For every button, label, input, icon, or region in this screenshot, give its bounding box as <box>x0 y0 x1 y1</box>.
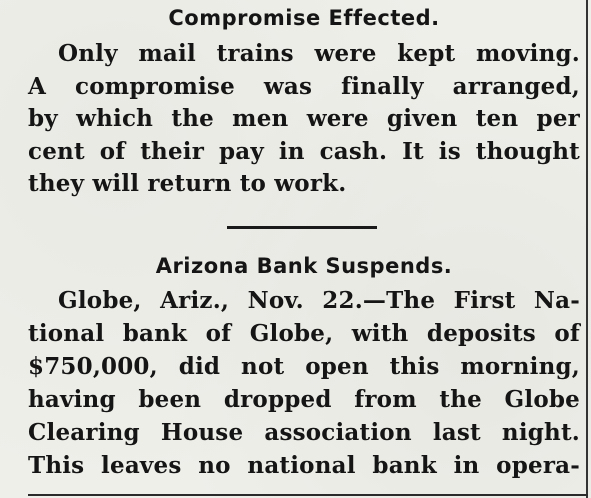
column-rule-right <box>586 0 588 498</box>
body-line: they will return to work. <box>28 170 347 197</box>
article-compromise-effected <box>28 2 580 201</box>
body-line: cent of their pay in cash. It is thought <box>28 137 580 165</box>
body-line: Globe, Ariz., Nov. 22.—The First Na- <box>58 287 580 314</box>
article-arizona-bank-suspends <box>28 248 580 482</box>
body-line: tional bank of Globe, with deposits of <box>28 320 580 347</box>
body-line: by which the men were given ten per <box>28 105 580 132</box>
body-line: A compromise was finally arranged, <box>28 72 580 100</box>
section-separator-rule <box>227 226 377 229</box>
body-line: Only mail trains were kept moving. <box>58 40 580 67</box>
headline-compromise-effected: Compromise Effected. <box>168 6 440 30</box>
body-line: having been dropped from the Globe <box>28 386 580 413</box>
column-rule-bottom <box>28 494 588 496</box>
body-line: $750,000, did not open this morning, <box>28 353 580 380</box>
body-line: Clearing House association last night. <box>28 419 580 446</box>
body-line: This leaves no national bank in opera- <box>28 452 580 479</box>
headline-arizona-bank-suspends: Arizona Bank Suspends. <box>155 254 453 278</box>
